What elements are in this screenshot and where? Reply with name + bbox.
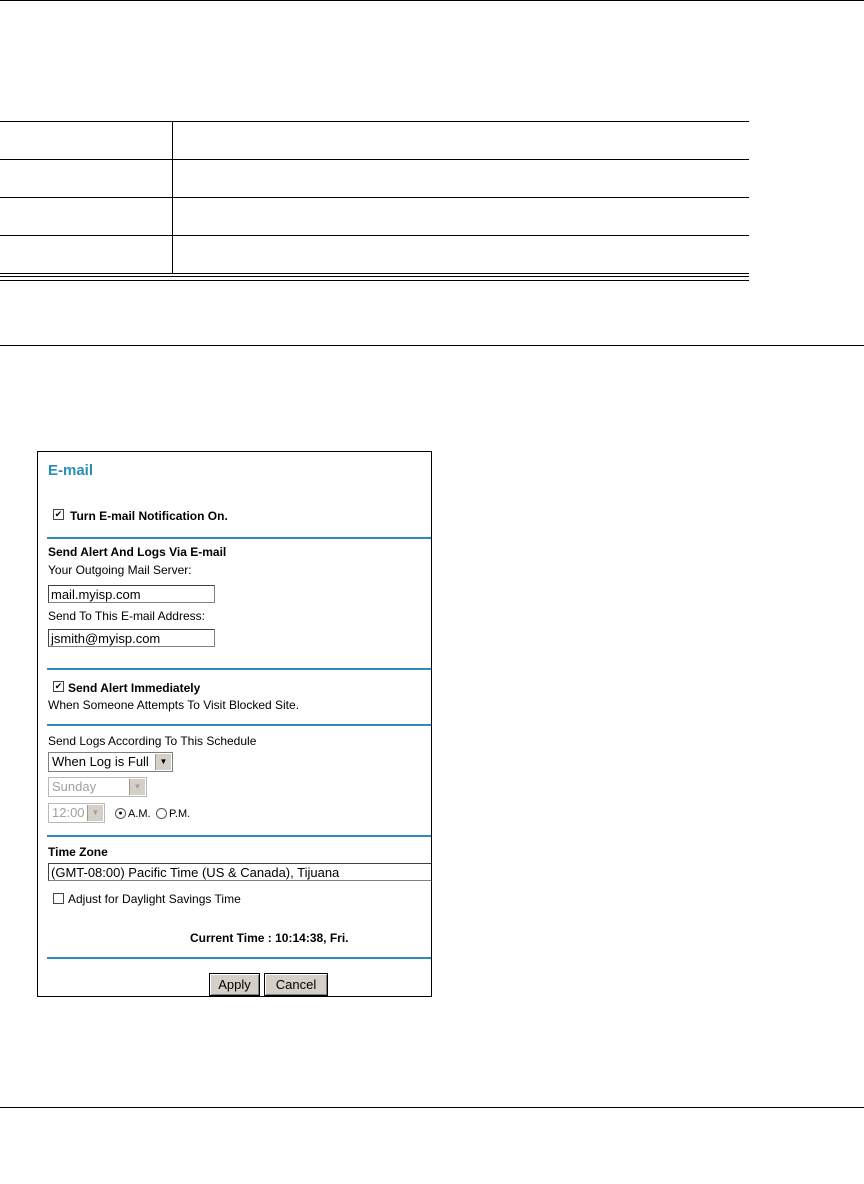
section-separator: [47, 957, 432, 959]
dst-label: Adjust for Daylight Savings Time: [68, 892, 241, 906]
day-select[interactable]: [48, 777, 147, 797]
dst-checkbox[interactable]: [53, 893, 64, 904]
alerts-heading: Send Alert And Logs Via E-mail: [48, 545, 227, 559]
section-separator: [47, 724, 432, 726]
document-table: [0, 121, 749, 271]
panel-title: E-mail: [48, 462, 94, 479]
table-row: [0, 122, 749, 160]
section-separator: [47, 835, 432, 837]
alert-description: When Someone Attempts To Visit Blocked Site.: [48, 698, 300, 712]
chevron-down-icon: ▼: [87, 805, 103, 821]
table-row: [0, 236, 749, 274]
server-label: Your Outgoing Mail Server:: [48, 563, 192, 577]
page-top-rule: [0, 0, 864, 1]
pm-radio[interactable]: [156, 808, 167, 819]
frequency-value: When Log is Full: [52, 754, 149, 769]
chevron-down-icon: ▼: [155, 754, 171, 770]
current-time: Current Time : 10:14:38, Fri.: [190, 931, 349, 945]
mail-server-input[interactable]: mail.myisp.com: [48, 585, 215, 603]
section-divider: [0, 1107, 864, 1108]
am-radio[interactable]: [115, 808, 126, 819]
email-address-input[interactable]: jsmith@myisp.com: [48, 629, 215, 647]
frequency-select[interactable]: [48, 752, 173, 772]
am-label: A.M.: [128, 808, 151, 820]
radio-dot-icon: ●: [118, 810, 123, 817]
time-zone-select[interactable]: (GMT-08:00) Pacific Time (US & Canada), Tijuana: [48, 863, 432, 881]
alert-immediately-checkbox[interactable]: [53, 681, 64, 692]
checkmark-icon: ✔: [54, 681, 63, 691]
alert-immediately-label: Send Alert Immediately: [68, 681, 201, 695]
pm-label: P.M.: [169, 808, 191, 820]
section-divider: [0, 345, 864, 346]
cancel-button[interactable]: Cancel: [264, 973, 328, 996]
chevron-down-icon: ▼: [129, 779, 145, 795]
table-bottom-rule: [0, 276, 749, 281]
time-zone-heading: Time Zone: [48, 845, 108, 859]
table-row: [0, 198, 749, 236]
address-label: Send To This E-mail Address:: [48, 609, 205, 623]
email-settings-panel: [37, 451, 432, 997]
apply-button[interactable]: Apply: [209, 973, 260, 996]
time-value: 12:00: [52, 805, 85, 820]
section-separator: [47, 668, 432, 670]
notify-label: Turn E-mail Notification On.: [70, 509, 228, 523]
table-row: [0, 160, 749, 198]
section-separator: [47, 537, 432, 539]
time-select[interactable]: [48, 803, 105, 823]
notify-checkbox[interactable]: [53, 509, 64, 520]
checkmark-icon: ✔: [54, 509, 63, 519]
schedule-label: Send Logs According To This Schedule: [48, 734, 257, 748]
day-value: Sunday: [52, 779, 97, 794]
